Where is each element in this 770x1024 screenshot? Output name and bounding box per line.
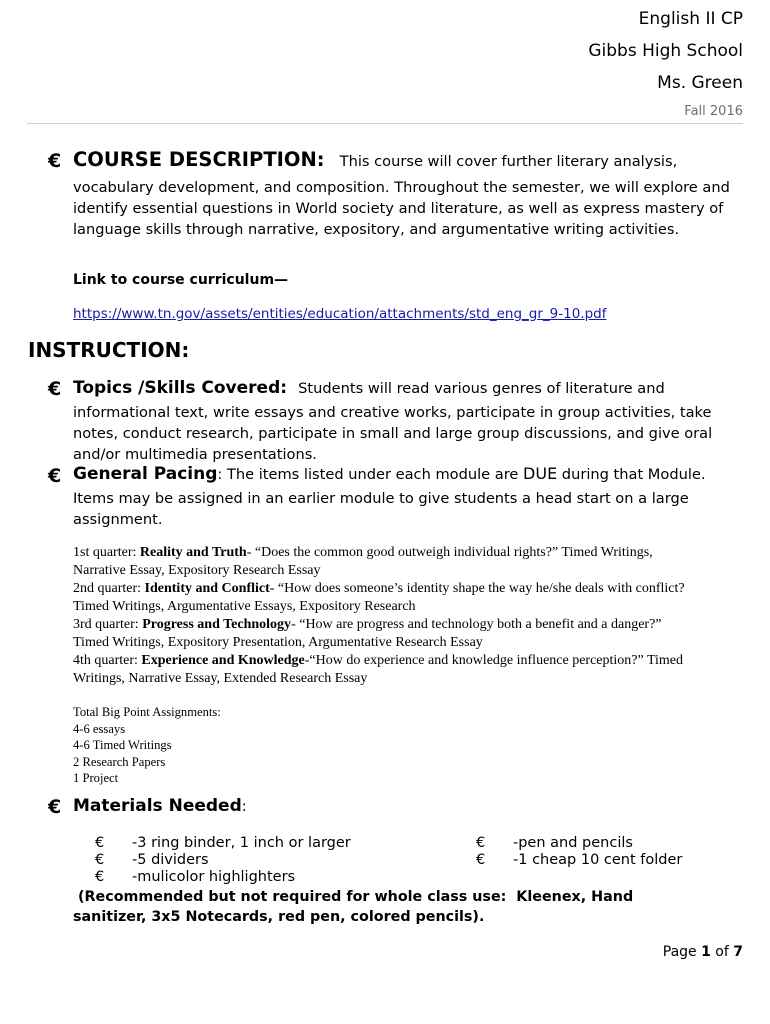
list-item: € -3 ring binder, 1 inch or larger	[95, 835, 351, 851]
bullet-icon: €	[95, 852, 105, 868]
course-description-text: vocabulary development, and composition. Throughout the semester, we will explore and identify essential questions in World society and literature, as well as express mastery of language skills through narrative, expository, and argumentative writing activities.	[73, 179, 730, 238]
list-item: € -mulicolor highlighters	[95, 869, 296, 885]
bullet-icon: €	[95, 835, 105, 851]
bullet-icon: €	[48, 378, 62, 400]
course-description-line1: COURSE DESCRIPTION: This course will cover further literary analysis,	[73, 148, 678, 171]
materials-right-list	[476, 835, 682, 869]
topics-heading: Topics /Skills Covered:	[73, 378, 288, 398]
course-description-heading: COURSE DESCRIPTION:	[73, 148, 325, 171]
quarter-theme: Identity and Conflict	[144, 581, 270, 596]
list-item: 4-6 Timed Writings	[73, 738, 172, 752]
quarter-item: 4th quarter: Experience and Knowledge-“How do experience and knowledge influence perception?” Timed Writings, Narrative Essay, Extended Research Essay	[73, 653, 684, 686]
instruction-heading: INSTRUCTION:	[28, 338, 190, 362]
curriculum-link[interactable]: https://www.tn.gov/assets/entities/education/attachments/std_eng_gr_9-10.pdf	[73, 306, 607, 322]
pacing-heading: General Pacing	[73, 464, 218, 484]
bullet-icon: €	[95, 869, 105, 885]
list-item: 2 Research Papers	[73, 754, 166, 769]
pacing-line1: General Pacing: The items listed under each module are DUE during that Module.	[73, 464, 706, 484]
list-item: € -pen and pencils	[476, 835, 633, 851]
materials-left-list	[95, 835, 351, 886]
list-item: 4-6 essays	[73, 721, 126, 736]
quarter-theme: Progress and Technology	[142, 617, 292, 632]
topics-text: informational text, write essays and creative works, participate in group activities, take notes, conduct research, participate in small and large group discussions, and give oral and/or multimedia presentations.	[73, 404, 713, 463]
big-point-title: Total Big Point Assignments:	[73, 705, 221, 719]
quarter-item: 2nd quarter: Identity and Conflict- “How does someone’s identity shape the way he/she deals with conflict? Timed Writings, Argumentative Essays, Expository Research	[73, 581, 685, 614]
quarters-list	[73, 544, 753, 688]
bullet-icon: €	[48, 796, 62, 818]
materials-note: (Recommended but not required for whole class use: Kleenex, Hand sanitizer, 3x5 Notecards, red pen, colored pencils).	[73, 889, 634, 925]
page-number: Page 1 of 7	[662, 944, 743, 960]
course-name: English II CP	[638, 9, 743, 29]
school-name: Gibbs High School	[588, 41, 743, 61]
due-label: DUE	[523, 464, 558, 483]
header-divider	[27, 123, 743, 124]
list-item: € -1 cheap 10 cent folder	[476, 852, 683, 868]
teacher-name: Ms. Green	[657, 73, 743, 93]
curriculum-link-label: Link to course curriculum—	[73, 272, 289, 288]
bullet-icon: €	[48, 150, 62, 172]
pacing-text: Items may be assigned in an earlier module to give students a head start on a large assignment.	[73, 490, 689, 528]
materials-heading-line: Materials Needed:	[73, 796, 247, 816]
materials-heading: Materials Needed	[73, 796, 242, 816]
bullet-icon: €	[476, 852, 486, 868]
term: Fall 2016	[684, 104, 743, 119]
list-item: € -5 dividers	[95, 852, 209, 868]
list-item: 1 Project	[73, 771, 119, 785]
topics-line1: Topics /Skills Covered: Students will read various genres of literature and	[73, 378, 665, 398]
quarter-item: 3rd quarter: Progress and Technology- “How are progress and technology both a benefit and a danger?” Timed Writings, Expository Presentation, Argumentative Research Essay	[73, 617, 662, 650]
quarter-theme: Reality and Truth	[139, 545, 247, 560]
bullet-icon: €	[476, 835, 486, 851]
bullet-icon: €	[48, 465, 62, 487]
quarter-item: 1st quarter: Reality and Truth- “Does the common good outweigh individual rights?” Timed Writings, Narrative Essay, Expository Research Essay	[73, 545, 653, 578]
quarter-theme: Experience and Knowledge	[141, 653, 305, 668]
big-point-assignments	[73, 704, 221, 787]
